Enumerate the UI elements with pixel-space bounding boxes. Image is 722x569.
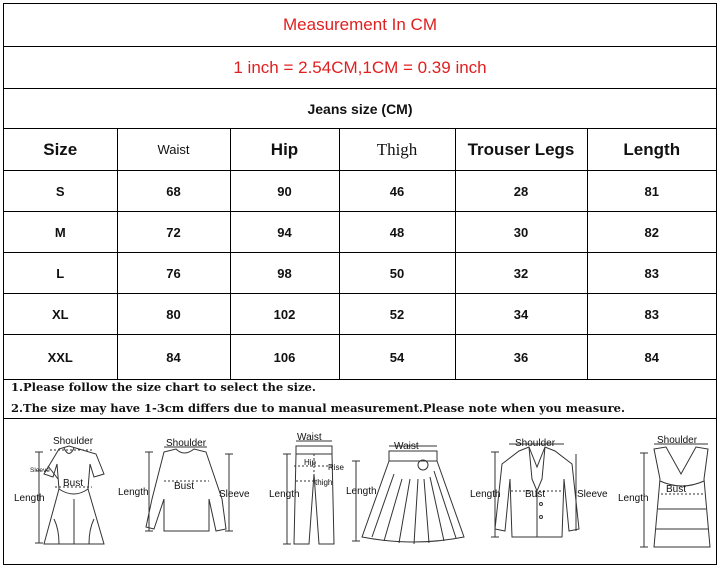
conversion-row <box>4 47 716 89</box>
measurement-illustrations <box>4 419 716 564</box>
title-row <box>4 4 716 47</box>
table-row <box>4 294 716 335</box>
notes-section <box>4 374 716 419</box>
garment-diagrams <box>4 419 716 564</box>
trouser-legs-cell: 36 <box>455 335 587 380</box>
vest-illustration <box>640 444 710 547</box>
jacket-length-label: Length <box>470 489 501 500</box>
waist-cell: 84 <box>117 335 230 380</box>
waist-cell: 80 <box>117 294 230 335</box>
pants-waist-label: Waist <box>297 432 322 443</box>
trouser-legs-cell: 32 <box>455 253 587 294</box>
vest-bust-label: Bust <box>666 484 687 495</box>
trouser-legs-cell: 28 <box>455 171 587 212</box>
size-cell: M <box>4 212 117 253</box>
column-header-thigh: Thigh <box>339 129 455 171</box>
trouser-legs-cell: 34 <box>455 294 587 335</box>
thigh-cell: 50 <box>339 253 455 294</box>
length-cell: 83 <box>587 253 716 294</box>
thigh-cell: 52 <box>339 294 455 335</box>
pants-rise-label: Rise <box>328 463 345 472</box>
vest-length-label: Length <box>618 493 649 504</box>
skirt-waist-label: Waist <box>394 441 419 452</box>
sweater-bust-label: Bust <box>174 481 195 492</box>
sweater-length-label: Length <box>118 487 149 498</box>
hip-cell: 94 <box>230 212 339 253</box>
length-cell: 82 <box>587 212 716 253</box>
waist-cell: 68 <box>117 171 230 212</box>
table-header-row <box>4 129 716 171</box>
vest-shoulder-label: Shoulder <box>657 435 698 446</box>
size-cell: XXL <box>4 335 117 380</box>
dress-sleeve-label: Sleeve <box>30 467 50 474</box>
dress-illustration <box>35 446 104 544</box>
size-cell: S <box>4 171 117 212</box>
hip-cell: 98 <box>230 253 339 294</box>
size-cell: XL <box>4 294 117 335</box>
hip-cell: 106 <box>230 335 339 380</box>
trouser-legs-cell: 30 <box>455 212 587 253</box>
table-title-row <box>4 89 716 129</box>
thigh-cell: 54 <box>339 335 455 380</box>
waist-cell: 76 <box>117 253 230 294</box>
unit-conversion: 1 inch = 2.54CM,1CM = 0.39 inch <box>233 57 487 77</box>
table-title: Jeans size (CM) <box>307 100 413 117</box>
sweater-shoulder-label: Shoulder <box>166 438 207 449</box>
column-header-trouser-legs: Trouser Legs <box>455 129 587 171</box>
column-header-length: Length <box>587 129 716 171</box>
table-row <box>4 335 716 380</box>
column-header-size: Size <box>4 129 117 171</box>
hip-cell: 90 <box>230 171 339 212</box>
pants-hip-label: Hip <box>304 458 317 467</box>
jacket-bust-label: Bust <box>525 489 546 500</box>
pants-length-label: Length <box>269 489 300 500</box>
note-2: 2.The size may have 1-3cm differs due to manual measurement.Please note when you measure. <box>11 401 625 415</box>
dress-bust-label: Bust <box>63 478 84 489</box>
size-chart <box>3 3 717 565</box>
length-cell: 83 <box>587 294 716 335</box>
length-cell: 84 <box>587 335 716 380</box>
table-row <box>4 171 716 212</box>
hip-cell: 102 <box>230 294 339 335</box>
sweater-sleeve-label: Sleeve <box>219 489 250 500</box>
note-1: 1.Please follow the size chart to select the size. <box>11 380 316 394</box>
dress-length-label: Length <box>14 493 45 504</box>
size-table <box>4 129 716 380</box>
column-header-hip: Hip <box>230 129 339 171</box>
size-cell: L <box>4 253 117 294</box>
dress-shoulder-label: Shoulder <box>53 436 94 447</box>
jacket-shoulder-label: Shoulder <box>515 438 556 449</box>
thigh-cell: 48 <box>339 212 455 253</box>
chart-title: Measurement In CM <box>283 15 437 34</box>
table-row <box>4 212 716 253</box>
length-cell: 81 <box>587 171 716 212</box>
pants-thigh-label: thigh <box>315 478 333 487</box>
column-header-waist: Waist <box>117 129 230 171</box>
jacket-sleeve-label: Sleeve <box>577 489 608 500</box>
table-row <box>4 253 716 294</box>
thigh-cell: 46 <box>339 171 455 212</box>
skirt-length-label: Length <box>346 486 377 497</box>
waist-cell: 72 <box>117 212 230 253</box>
